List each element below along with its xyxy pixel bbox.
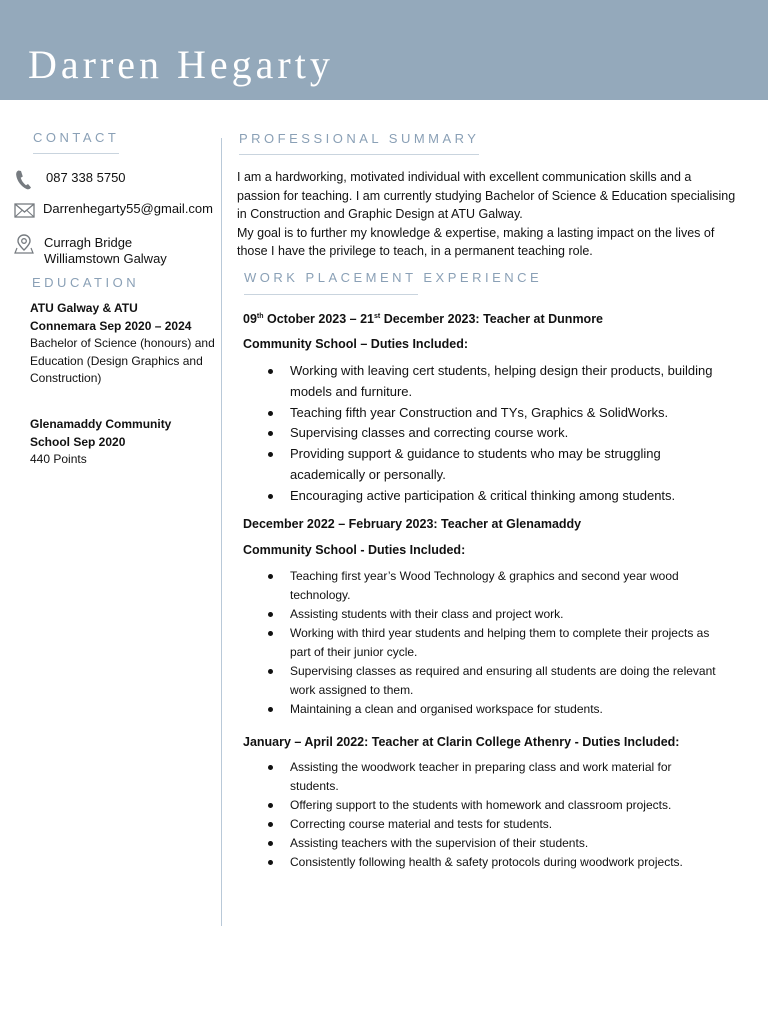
list-item: Assisting the woodwork teacher in preparing class and work material for students.	[243, 758, 723, 796]
job-heading-line-2: Community School – Duties Included:	[243, 337, 469, 351]
experience-title: WORK PLACEMENT EXPERIENCE	[244, 270, 543, 285]
envelope-icon	[14, 201, 36, 223]
list-item: Working with third year students and helping them to complete their projects as part of their junior cycle.	[243, 624, 723, 662]
summary-paragraph: I am a hardworking, motivated individual with excellent communication skills and a passion for teaching. I am currently studying Bachelor of Science & Education specialising in Construction and Graphic Design at ATU Galway.	[237, 170, 736, 221]
list-item: Teaching fifth year Construction and TYs, Graphics & SolidWorks.	[243, 403, 723, 424]
education-institution-line-1: Glenamaddy Community	[30, 417, 172, 431]
education-entry	[30, 416, 216, 469]
summary-rule	[239, 154, 479, 155]
header-banner	[0, 0, 768, 100]
job-date-range: October 2023 – 21	[263, 312, 374, 326]
address-line-2: Williamstown Galway	[44, 251, 167, 266]
duties-list	[243, 758, 723, 872]
candidate-name: Darren Hegarty	[28, 42, 334, 87]
list-item: Supervising classes as required and ensuring all students are doing the relevant work assigned to them.	[243, 662, 723, 700]
list-item: Assisting students with their class and project work.	[243, 605, 723, 624]
map-pin-icon	[14, 233, 36, 259]
contact-title: CONTACT	[33, 130, 120, 145]
list-item: Providing support & guidance to students who may be struggling academically or personally.	[243, 444, 723, 486]
job-heading-line-2: Community School - Duties Included:	[243, 543, 466, 557]
list-item: Teaching first year’s Wood Technology & graphics and second year wood technology.	[243, 567, 723, 605]
summary-paragraph: My goal is to further my knowledge & expertise, making a lasting impact on the lives of those I have the privilege to teach, in a permanent teaching role.	[237, 225, 715, 258]
list-item: Offering support to the students with homework and classroom projects.	[243, 796, 723, 815]
summary-title: PROFESSIONAL SUMMARY	[239, 131, 480, 146]
education-entry	[30, 300, 216, 388]
phone-icon	[14, 169, 34, 195]
list-item: Working with leaving cert students, helping design their products, building models and furniture.	[243, 361, 723, 403]
experience-rule	[244, 294, 418, 295]
education-institution-line-2: Connemara Sep 2020 – 2024	[30, 318, 192, 333]
list-item: Encouraging active participation & critical thinking among students.	[243, 486, 723, 507]
list-item: Maintaining a clean and organised workspace for students.	[243, 700, 723, 719]
education-detail: Bachelor of Science (honours) and Education (Design Graphics and Construction)	[30, 336, 215, 385]
education-institution-line-1: ATU Galway & ATU	[30, 301, 138, 315]
list-item: Assisting teachers with the supervision of their students.	[243, 834, 723, 853]
ordinal-suffix: th	[256, 313, 264, 320]
list-item: Consistently following health & safety protocols during woodwork projects.	[243, 853, 723, 872]
job-heading: January – April 2022: Teacher at Clarin College Athenry - Duties Included:	[243, 735, 680, 749]
email-address: Darrenhegarty55@gmail.com	[43, 201, 213, 216]
contact-rule	[33, 153, 119, 154]
list-item: Supervising classes and correcting course work.	[243, 423, 723, 444]
phone-number: 087 338 5750	[46, 170, 126, 185]
column-divider	[221, 138, 222, 926]
list-item: Correcting course material and tests for students.	[243, 815, 723, 834]
job-start-day: 09	[243, 312, 257, 326]
education-detail: 440 Points	[30, 452, 87, 466]
summary-text	[237, 168, 737, 261]
job-heading: December 2022 – February 2023: Teacher at Glenamaddy	[243, 517, 582, 531]
duties-list	[243, 567, 723, 719]
ordinal-suffix: st	[374, 313, 381, 320]
duties-list	[243, 361, 723, 507]
job-heading	[243, 309, 603, 327]
education-institution-line-2: School Sep 2020	[30, 434, 126, 449]
address-line-1: Curragh Bridge	[44, 235, 133, 250]
education-title: EDUCATION	[32, 275, 140, 290]
job-title: December 2023: Teacher at Dunmore	[380, 312, 604, 326]
